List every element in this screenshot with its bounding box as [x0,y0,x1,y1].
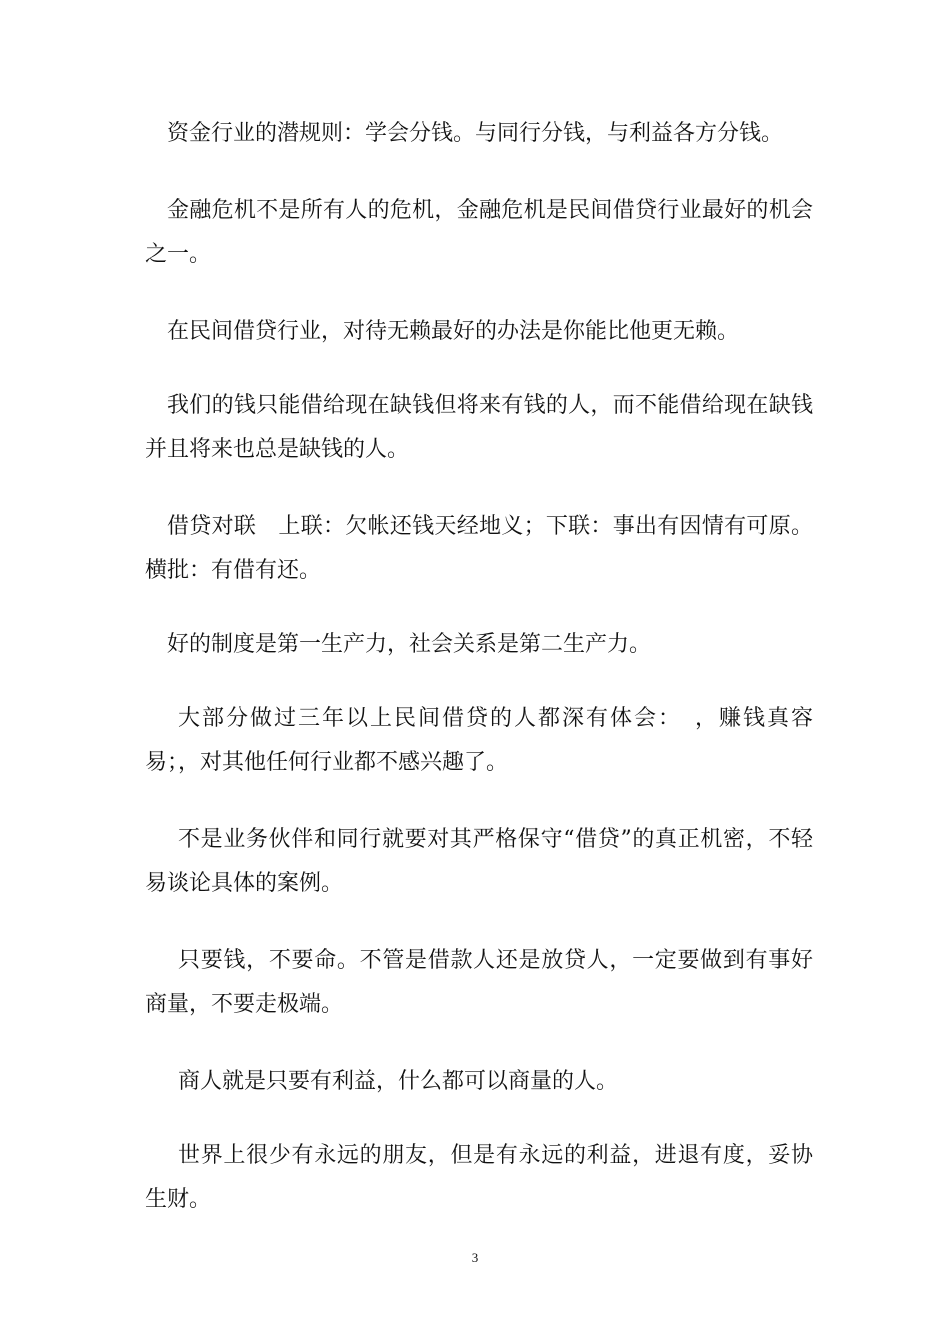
paragraph-1: 资金行业的潜规则：学会分钱。与同行分钱，与利益各方分钱。 [167,121,784,146]
page-number: 3 [471,1250,479,1265]
paragraph-5: 借贷对联 上联：欠帐还钱天经地义；下联：事出有因情有可原。横批：有借有还。 [145,514,813,583]
paragraph-9: 只要钱，不要命。不管是借款人还是放贷人，一定要做到有事好商量，不要走极端。 [145,948,813,1017]
paragraph-6: 好的制度是第一生产力，社会关系是第二生产力。 [167,632,652,657]
paragraph-4: 我们的钱只能借给现在缺钱但将来有钱的人，而不能借给现在缺钱并且将来也总是缺钱的人。 [145,393,813,462]
paragraph-7: 大部分做过三年以上民间借贷的人都深有体会： ，赚钱真容易；，对其他任何行业都不感兴趣了。 [145,706,813,775]
paragraph-3: 在民间借贷行业，对待无赖最好的办法是你能比他更无赖。 [167,319,740,344]
paragraph-10: 商人就是只要有利益，什么都可以商量的人。 [178,1069,619,1094]
paragraph-2: 金融危机不是所有人的危机，金融危机是民间借贷行业最好的机会之一。 [145,198,813,267]
paragraph-8: 不是业务伙伴和同行就要对其严格保守“借贷”的真正机密，不轻易谈论具体的案例。 [145,827,813,896]
paragraph-11: 世界上很少有永远的朋友，但是有永远的利益，进退有度，妥协生财。 [145,1143,813,1212]
